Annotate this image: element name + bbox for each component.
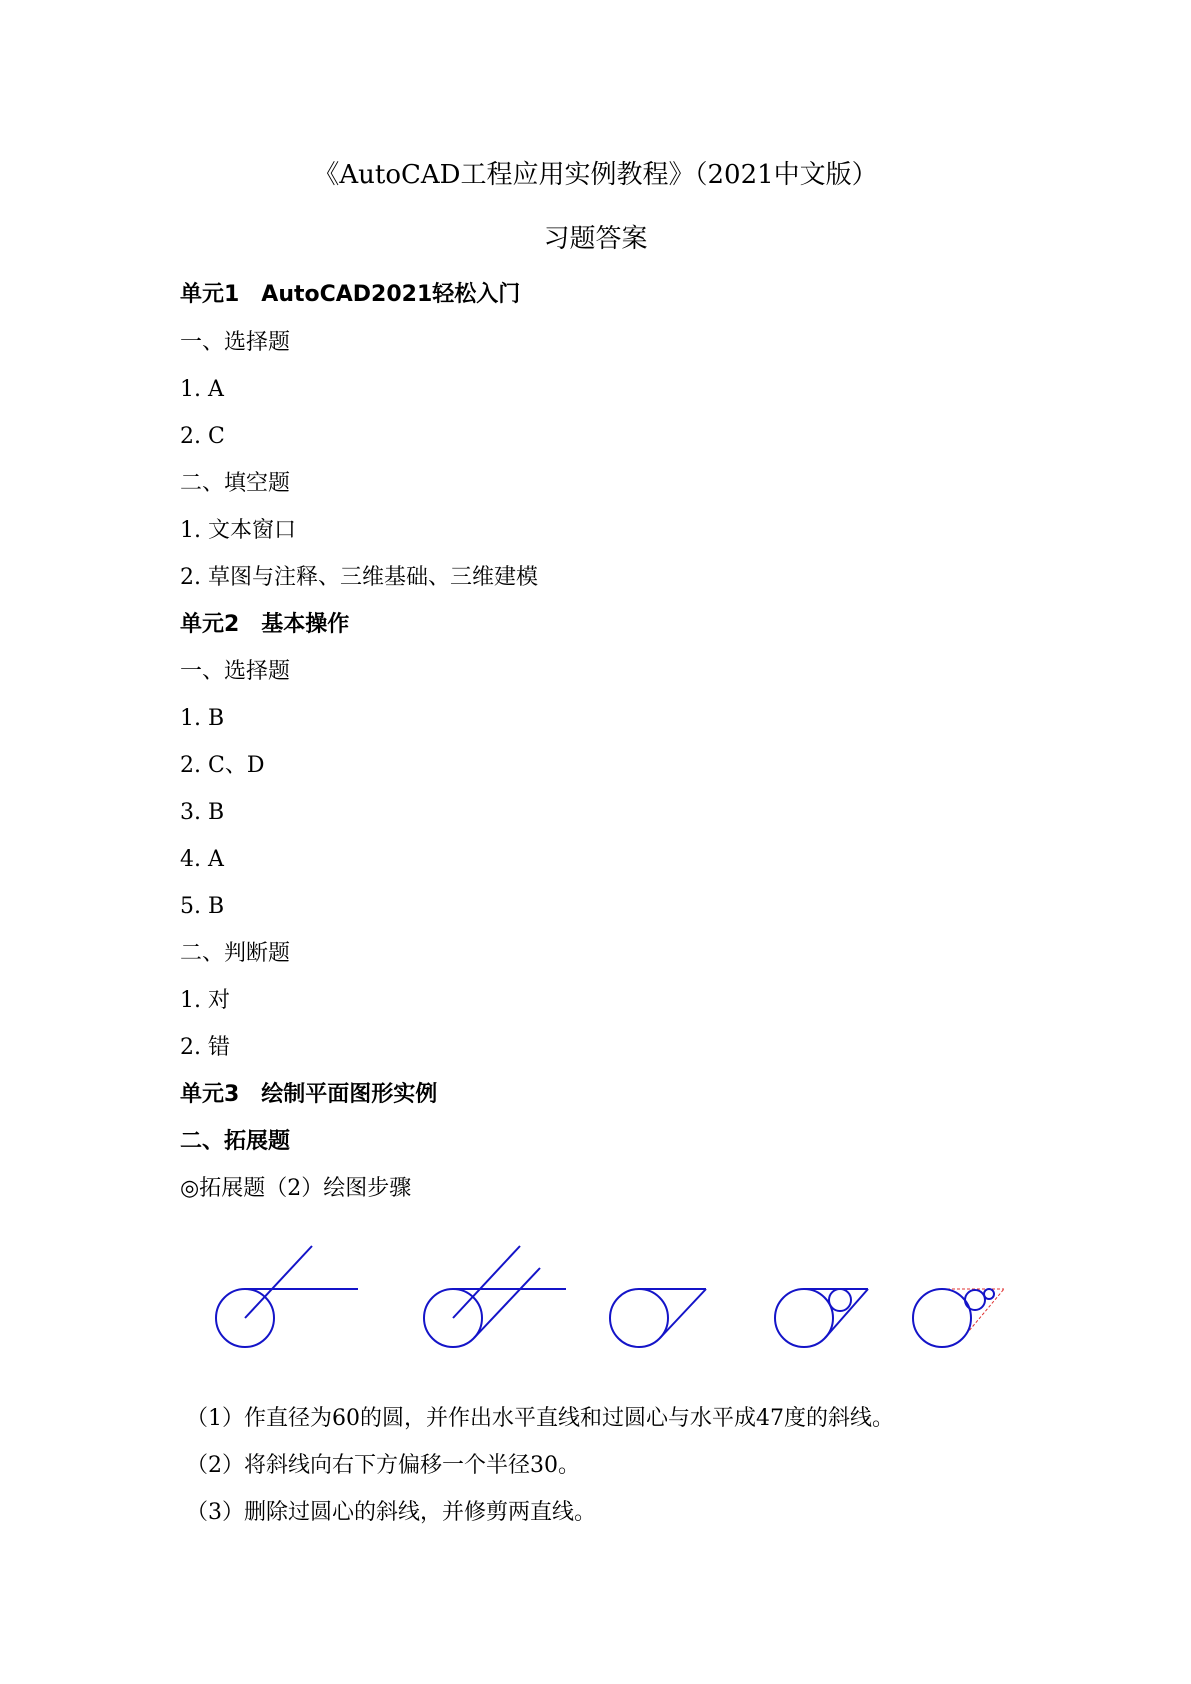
figure-tangent-line [825, 1289, 868, 1338]
answer-item: 2. 草图与注释、三维基础、三维建模 [180, 565, 538, 590]
answer-item: 2. C、D [180, 753, 265, 778]
figure-slant-line [453, 1246, 520, 1318]
figure-circle [913, 1289, 971, 1347]
step-1-text: （1）作直径为60的圆，并作出水平直线和过圆心与水平成47度的斜线。 [186, 1406, 894, 1431]
answer-item: 2. 错 [180, 1035, 230, 1060]
figure-step-2 [424, 1246, 566, 1347]
figure-small-circle [829, 1289, 851, 1311]
figure-step-1 [216, 1246, 358, 1347]
answer-item: 1. A [180, 377, 224, 402]
document-subtitle: 习题答案 [543, 224, 648, 254]
figure-step-4 [775, 1289, 868, 1347]
unit3-section-extension: 二、拓展题 [180, 1129, 291, 1154]
answer-item: 1. B [180, 706, 225, 731]
figure-small-circle [965, 1290, 985, 1310]
figure-step-5 [913, 1289, 1004, 1347]
step-2-text: （2）将斜线向右下方偏移一个半径30。 [186, 1453, 580, 1478]
unit1-section-choice: 一、选择题 [180, 330, 291, 355]
drawing-steps-figure [0, 1230, 1191, 1360]
answer-item: 1. 文本窗口 [180, 518, 296, 543]
unit1-heading: 单元1 AutoCAD2021轻松入门 [180, 282, 521, 307]
step-3-text: （3）删除过圆心的斜线，并修剪两直线。 [186, 1500, 596, 1525]
unit2-section-judge: 二、判断题 [180, 941, 291, 966]
answer-item: 2. C [180, 424, 225, 449]
unit3-heading: 单元3 绘制平面图形实例 [180, 1082, 438, 1107]
figure-step-3 [610, 1289, 706, 1347]
answer-item: 1. 对 [180, 988, 230, 1013]
document-title: 《AutoCAD工程应用实例教程》（2021中文版） [313, 160, 878, 190]
figure-offset-line [474, 1268, 540, 1338]
figure-circle [775, 1289, 833, 1347]
figure-slant-line [245, 1246, 312, 1318]
unit2-heading: 单元2 基本操作 [180, 612, 350, 637]
answer-item: 4. A [180, 847, 224, 872]
figure-circle [610, 1289, 668, 1347]
answer-item: 3. B [180, 800, 225, 825]
exercise-label: ◎拓展题（2）绘图步骤 [180, 1176, 412, 1201]
figure-tiny-circle [984, 1289, 994, 1299]
answer-item: 5. B [180, 894, 225, 919]
unit1-section-fill: 二、填空题 [180, 471, 291, 496]
unit2-section-choice: 一、选择题 [180, 659, 291, 684]
